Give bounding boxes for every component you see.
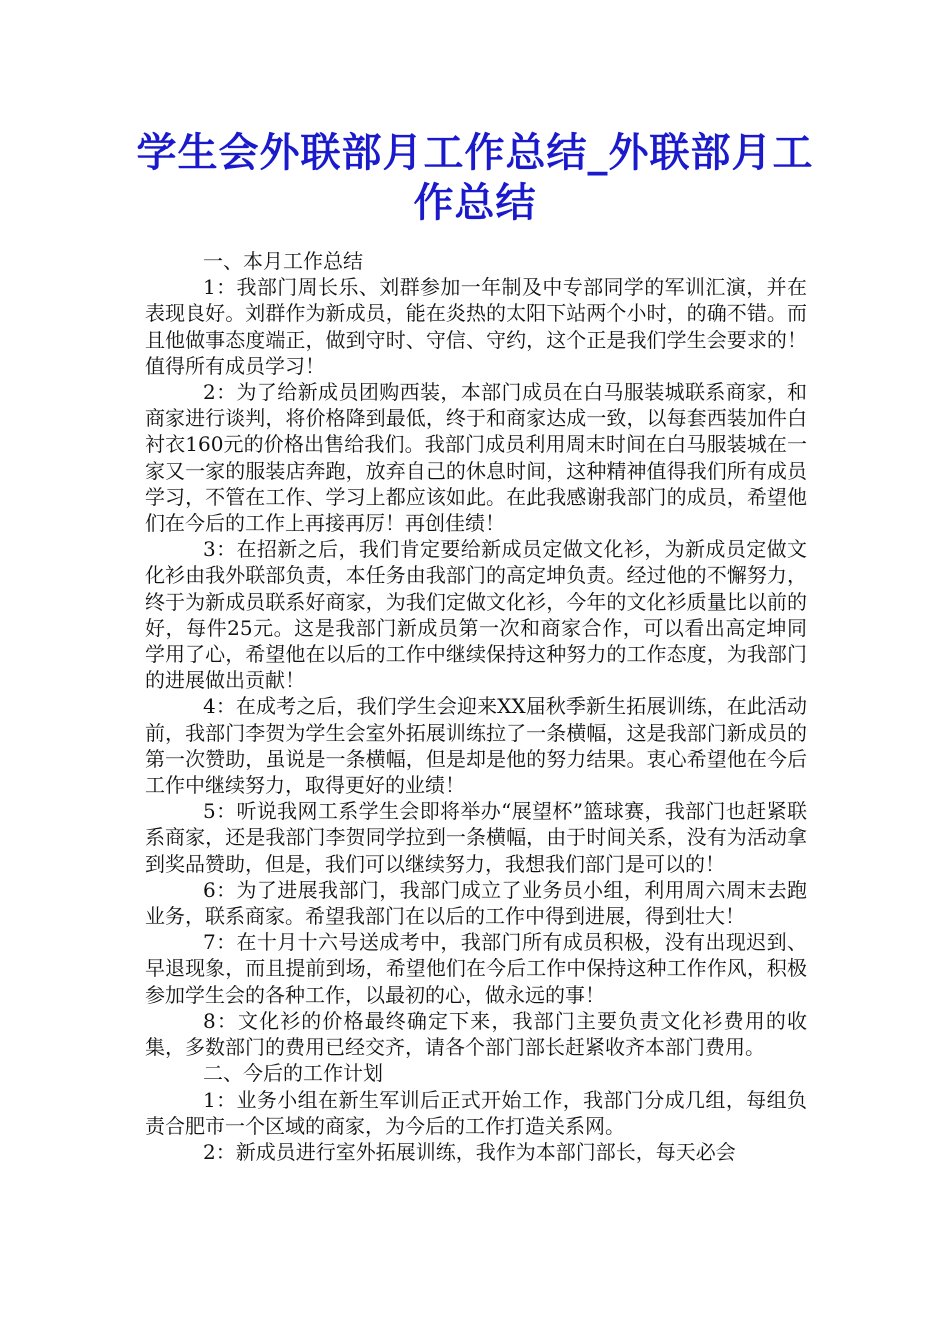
body-paragraph: 1：我部门周长乐、刘群参加一年制及中专部同学的军训汇演，并在表现良好。刘群作为新成员，能在炎热的太阳下站两个小时，的确不错。而且他做事态度端正，做到守时、守信、守约，这个正是我们学生会要求的！值得所有成员学习！: [145, 275, 807, 378]
document-body: [145, 248, 807, 1165]
body-paragraph: 8：文化衫的价格最终确定下来，我部门主要负责文化衫费用的收集，多数部门的费用已经交齐，请各个部门部长赶紧收齐本部门费用。: [145, 1008, 807, 1060]
body-paragraph: 2：为了给新成员团购西装，本部门成员在白马服装城联系商家，和商家进行谈判，将价格降到最低，终于和商家达成一致，以每套西装加件白衬衣160元的价格出售给我们。我部门成员利用周末时间在白马服装城在一家又一家的服装店奔跑，放弃自己的休息时间，这种精神值得我们所有成员学习，不管在工作、学习上都应该如此。在此我感谢我部门的成员，希望他们在今后的工作上再接再厉！再创佳绩！: [145, 380, 807, 536]
body-paragraph: 2：新成员进行室外拓展训练，我作为本部门部长，每天必会: [203, 1139, 736, 1164]
document-title: 学生会外联部月工作总结_外联部月工作总结: [136, 129, 814, 226]
body-paragraph: 4：在成考之后，我们学生会迎来XX届秋季新生拓展训练，在此活动前，我部门李贺为学生会室外拓展训练拉了一条横幅，这是我部门新成员的第一次赞助，虽说是一条横幅，但是却是他的努力结果。衷心希望他在今后工作中继续努力，取得更好的业绩！: [145, 694, 807, 798]
section-heading: 二、今后的工作计划: [203, 1061, 383, 1086]
body-paragraph: 6：为了进展我部门，我部门成立了业务员小组，利用周六周末去跑业务，联系商家。希望我部门在以后的工作中得到进展，得到壮大！: [145, 877, 807, 929]
body-paragraph: 7：在十月十六号送成考中，我部门所有成员积极，没有出现迟到、早退现象，而且提前到场，希望他们在今后工作中保持这种工作作风，积极参加学生会的各种工作，以最初的心，做永远的事！: [145, 930, 807, 1007]
section-heading: 一、本月工作总结: [203, 249, 363, 273]
body-paragraph: 3：在招新之后，我们肯定要给新成员定做文化衫，为新成员定做文化衫由我外联部负责，本任务由我部门的高定坤负责。经过他的不懈努力，终于为新成员联系好商家，为我们定做文化衫，今年的文化衫质量比以前的好，每件25元。这是我部门新成员第一次和商家合作，可以看出高定坤同学用了心，希望他在以后的工作中继续保持这种努力的工作态度，为我部门的进展做出贡献！: [145, 537, 807, 693]
body-paragraph: 1：业务小组在新生军训后正式开始工作，我部门分成几组，每组负责合肥市一个区域的商家，为今后的工作打造关系网。: [145, 1087, 807, 1138]
body-paragraph: 5：听说我网工系学生会即将举办“展望杯”篮球赛，我部门也赶紧联系商家，还是我部门李贺同学拉到一条横幅，由于时间关系，没有为活动拿到奖品赞助，但是，我们可以继续努力，我想我们部门是可以的！: [145, 799, 807, 876]
